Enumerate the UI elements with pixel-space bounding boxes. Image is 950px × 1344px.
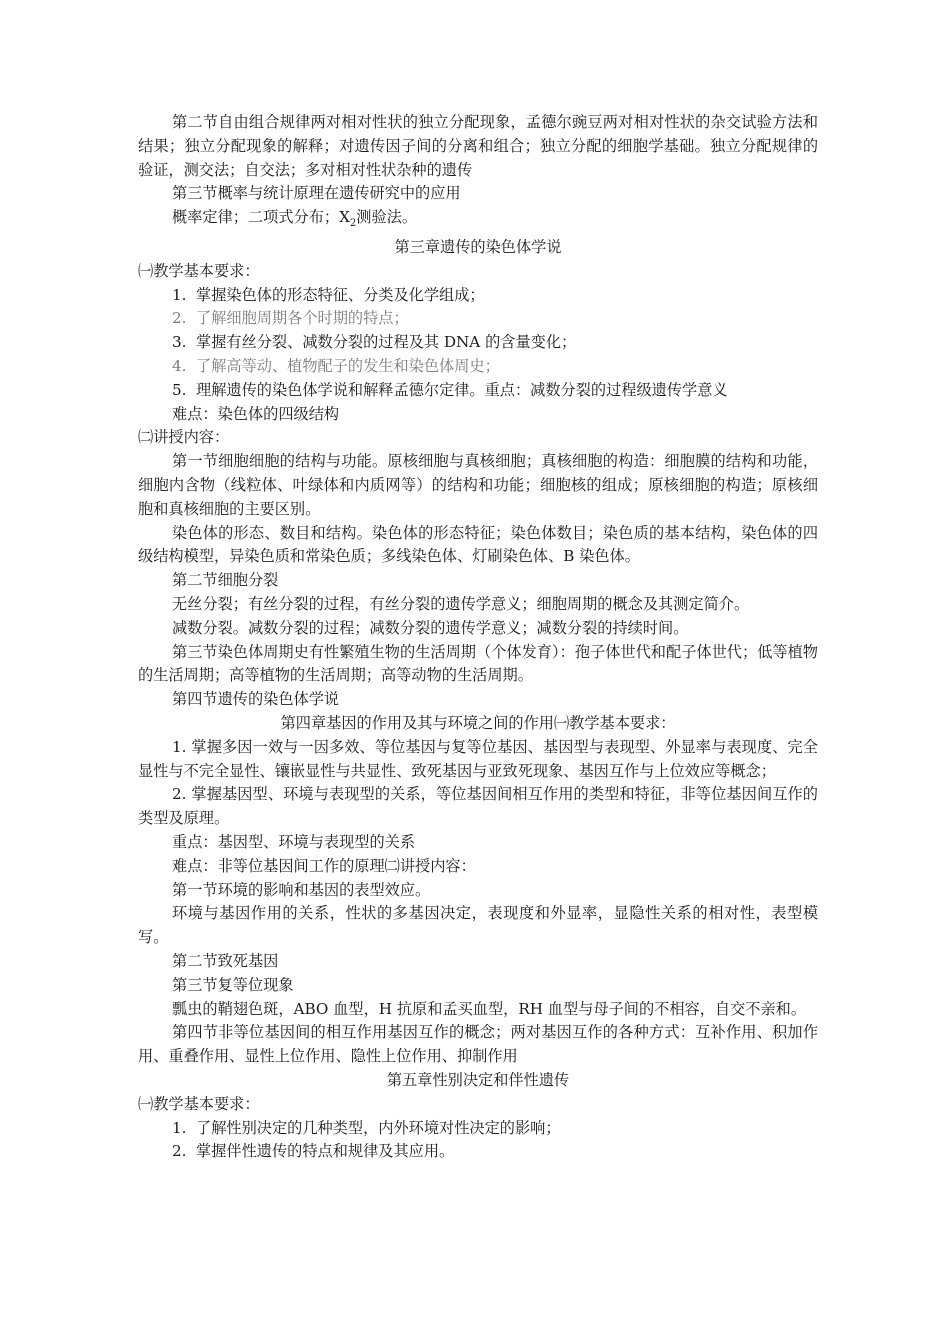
chi-square-tail: 测验法。 [356, 208, 417, 227]
chapter-5-requirement-2 [138, 1140, 818, 1164]
chapter-3-section-1-chromosomes: 染色体的形态、数目和结构。染色体的形态特征；染色体数目；染色质的基本结构，染色体的四级结构模型，异染色质和常染色质；多线染色体、灯刷染色体、B 染色体。 [138, 523, 818, 566]
chapter-3-requirement-4 [138, 355, 818, 379]
item-number: 1. [172, 285, 187, 304]
chapter-3-difficulty: 难点：染色体的四级结构 [172, 404, 340, 423]
chapter-4-title: 第四章基因的作用及其与环境之间的作用㈠教学基本要求： [280, 713, 676, 732]
chapter-3-section-2-mitosis: 无丝分裂；有丝分裂的过程，有丝分裂的遗传学意义；细胞周期的概念及其测定简介。 [172, 594, 750, 613]
chapter-5-title: 第五章性别决定和伴性遗传 [386, 1070, 570, 1089]
probability-laws-text: 概率定律；二项式分布；X [172, 208, 350, 227]
chapter-3-section-4-heading: 第四节遗传的染色体学说 [172, 690, 340, 709]
chapter-3-section-2-meiosis: 减数分裂。减数分裂的过程；减数分裂的遗传学意义；减数分裂的持续时间。 [172, 618, 689, 637]
chapter-4-requirement-2: 2. 掌握基因型、环境与表现型的关系，等位基因间相互作用的类型和特征，非等位基因间互作的类型及原理。 [138, 785, 818, 828]
chapter-4-section-1-body: 环境与基因作用的关系，性状的多基因决定，表现度和外显率，显隐性关系的相对性，表型模写。 [138, 904, 818, 947]
chapter-4-section-3-heading: 第三节复等位现象 [172, 975, 294, 994]
section-heading-probability: 第三节概率与统计原理在遗传研究中的应用 [172, 184, 461, 203]
item-number: 2. [172, 309, 187, 328]
chapter-3-content-heading: ㈡讲授内容： [138, 428, 230, 447]
chapter-5-requirement-1 [138, 1117, 818, 1141]
item-text: 理解遗传的染色体学说和解释孟德尔定律。重点：减数分裂的过程级遗传学意义 [196, 380, 728, 399]
item-text: 掌握伴性遗传的特点和规律及其应用。 [196, 1142, 455, 1161]
item-number: 2. [172, 1142, 187, 1161]
chapter-3-section-1: 第一节细胞细胞的结构与功能。原核细胞与真核细胞；真核细胞的构造：细胞膜的结构和功能，细胞内含物（线粒体、叶绿体和内质网等）的结构和功能；细胞核的组成；原核细胞的构造；原核细胞和真核细胞的主要区别。 [138, 452, 818, 518]
chapter-4-section-3-body: 瓢虫的鞘翅色斑，ABO 血型，H 抗原和孟买血型，RH 血型与母子间的不相容，自交不亲和。 [172, 999, 807, 1018]
document-page [138, 111, 818, 1164]
chapter-4-section-1-heading: 第一节环境的影响和基因的表型效应。 [172, 880, 431, 899]
chapter-3-section-3: 第三节染色体周期史有性繁殖生物的生活周期（个体发育）：孢子体世代和配子体世代；低等植物的生活周期；高等植物的生活周期；高等动物的生活周期。 [138, 642, 818, 685]
chapter-3-title: 第三章遗传的染色体学说 [394, 238, 562, 257]
item-text: 掌握有丝分裂、减数分裂的过程及其 DNA 的含量变化； [196, 333, 577, 352]
chapter-4-key-point: 重点：基因型、环境与表现型的关系 [172, 832, 415, 851]
paragraph-independent-assortment: 第二节自由组合规律两对相对性状的独立分配现象，孟德尔豌豆两对相对性状的杂交试验方法和结果；独立分配现象的解释；对遗传因子间的分离和组合；独立分配的细胞学基础。独立分配规律的验证，测交法；自交法；多对相对性状杂种的遗传 [138, 113, 818, 179]
chapter-3-requirement-1 [138, 284, 818, 308]
item-text: 了解细胞周期各个时期的特点； [196, 309, 409, 328]
chi-square-subscript: 2 [349, 218, 357, 230]
item-text: 掌握染色体的形态特征、分类及化学组成； [196, 285, 485, 304]
item-number: 3. [172, 333, 187, 352]
chapter-4-section-4: 第四节非等位基因间的相互作用基因互作的概念；两对基因互作的各种方式：互补作用、积加作用、重叠作用、显性上位作用、隐性上位作用、抑制作用 [138, 1023, 818, 1066]
chapter-3-requirement-5 [138, 379, 818, 403]
item-text: 了解性别决定的几种类型，内外环境对性决定的影响； [196, 1118, 561, 1137]
chapter-4-difficulty: 难点：非等位基因间工作的原理㈡讲授内容： [172, 856, 476, 875]
chapter-3-requirements-heading: ㈠教学基本要求： [138, 261, 260, 280]
item-text: 了解高等动、植物配子的发生和染色体周史； [196, 357, 500, 375]
chapter-5-requirements-heading: ㈠教学基本要求： [138, 1094, 260, 1113]
chapter-4-section-2-heading: 第二节致死基因 [172, 951, 279, 970]
item-number: 1. [172, 1118, 187, 1137]
item-number: 5. [172, 380, 187, 399]
item-number: 4. [172, 357, 187, 375]
chapter-3-section-2-heading: 第二节细胞分裂 [172, 571, 279, 590]
chapter-3-requirement-2 [138, 307, 818, 331]
paragraph-probability-laws [138, 206, 818, 236]
chapter-4-requirement-1: 1. 掌握多因一效与一因多效、等位基因与复等位基因、基因型与表现型、外显率与表现度、完全显性与不完全显性、镶嵌显性与共显性、致死基因与亚致死现象、基因互作与上位效应等概念； [138, 737, 818, 780]
chapter-3-requirement-3 [138, 331, 818, 355]
